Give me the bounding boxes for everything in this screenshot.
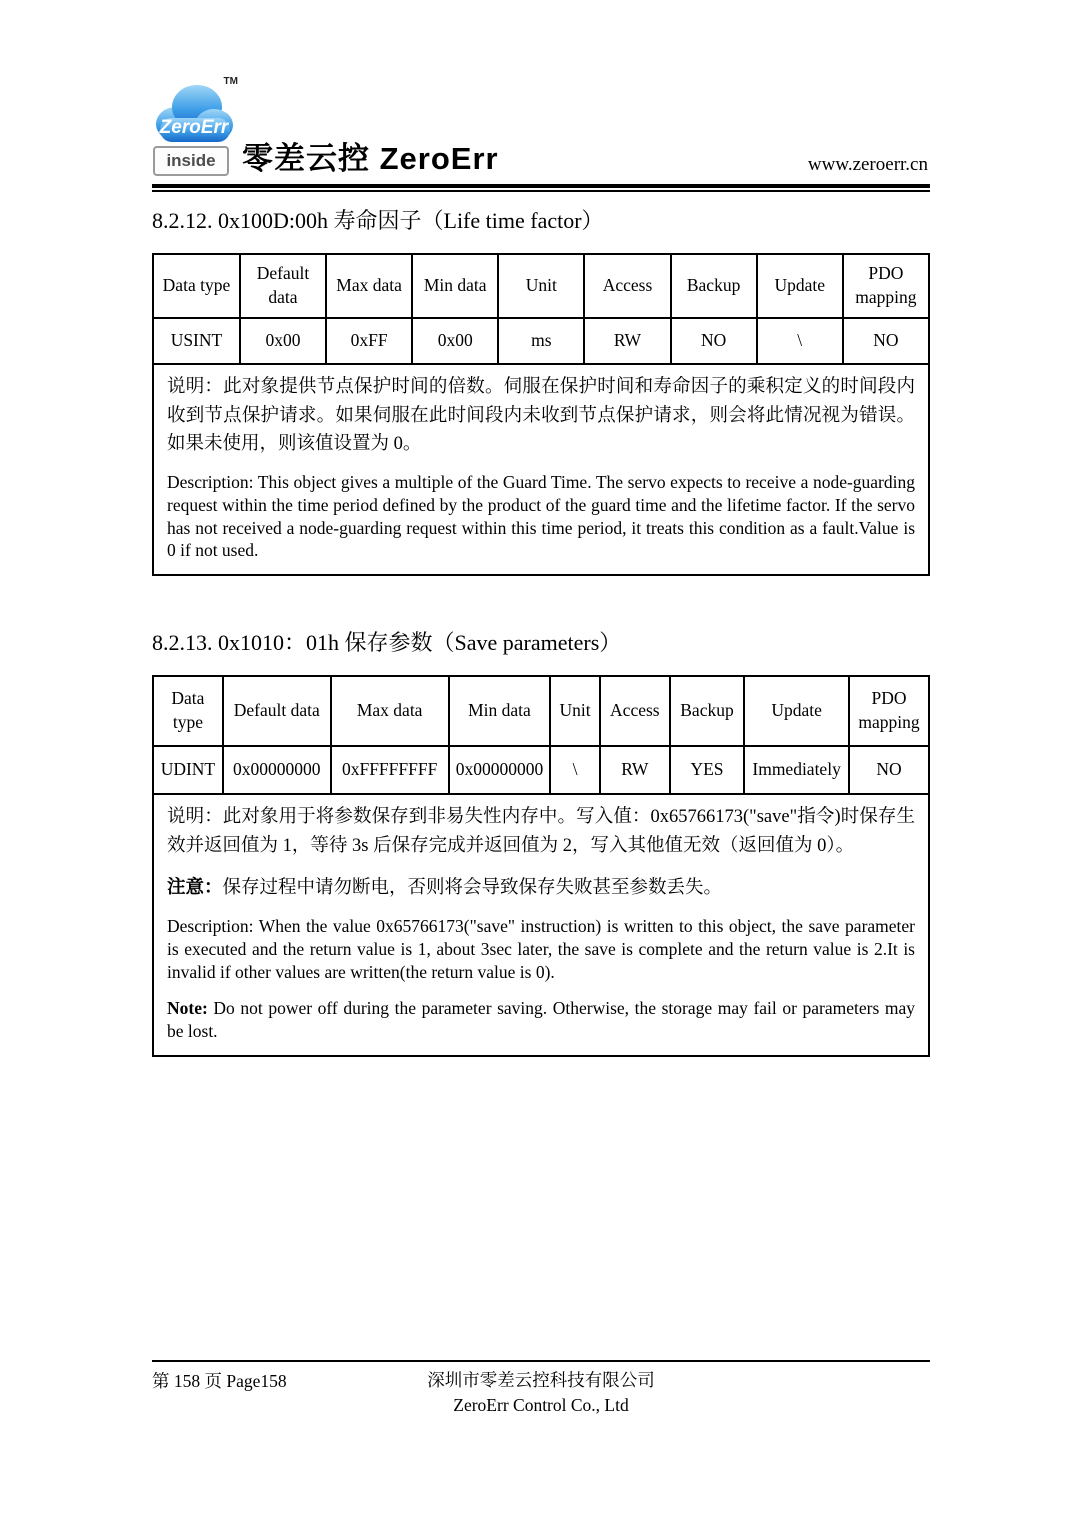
warning-label: 注意：: [167, 878, 223, 899]
brand-title: 零差云控 ZeroErr: [242, 141, 499, 176]
table-note-cell: [153, 364, 929, 575]
page-footer: [152, 1360, 930, 1419]
header-cell-pdo-mapping: PDO mapping: [843, 254, 929, 318]
value-cell-pdo-mapping: NO: [849, 746, 929, 794]
value-cell-access: RW: [584, 318, 670, 364]
value-cell-default-data: 0x00000000: [223, 746, 331, 794]
footer-divider: [152, 1360, 930, 1362]
header-cell-update: Update: [757, 254, 843, 318]
trademark-label: TM: [223, 76, 238, 87]
table-header-row: [153, 676, 929, 746]
header-cell-min-data: Min data: [449, 676, 551, 746]
header-cell-backup: Backup: [671, 254, 757, 318]
cloud-logo-icon: [152, 80, 236, 150]
section-title-life-time-factor: 8.2.12. 0x100D:00h 寿命因子（Life time factor）: [152, 208, 604, 233]
company-name-en: ZeroErr Control Co., Ltd: [453, 1395, 629, 1416]
header-cell-unit: Unit: [550, 676, 600, 746]
warning-text: 保存过程中请勿断电，否则将会导致保存失败甚至参数丢失。: [222, 878, 723, 899]
value-cell-max-data: 0xFF: [326, 318, 412, 364]
value-cell-backup: YES: [670, 746, 744, 794]
header-cell-data-type: Data type: [153, 676, 223, 746]
value-cell-pdo-mapping: NO: [843, 318, 929, 364]
header-cell-data-type: Data type: [153, 254, 240, 318]
header-cell-access: Access: [600, 676, 670, 746]
page-header: [152, 76, 930, 184]
value-cell-access: RW: [600, 746, 670, 794]
header-cell-access: Access: [584, 254, 670, 318]
value-cell-unit: \: [550, 746, 600, 794]
page-content: [152, 0, 930, 1057]
value-cell-backup: NO: [671, 318, 757, 364]
zeroerr-logo: [152, 78, 240, 178]
value-cell-update: \: [757, 318, 843, 364]
value-cell-data-type: USINT: [153, 318, 240, 364]
header-cell-update: Update: [744, 676, 849, 746]
header-cell-backup: Backup: [670, 676, 744, 746]
warning-paragraph-cn: [167, 874, 915, 903]
value-cell-update: Immediately: [744, 746, 849, 794]
life-time-factor-table: [152, 253, 930, 576]
website-url: www.zeroerr.cn: [807, 154, 928, 175]
table-note-cell: [153, 794, 929, 1056]
header-cell-min-data: Min data: [412, 254, 498, 318]
note-paragraph-en: [167, 997, 915, 1043]
header-cell-max-data: Max data: [326, 254, 412, 318]
value-cell-max-data: 0xFFFFFFFF: [331, 746, 449, 794]
page-number: 第 158 页 Page158: [152, 1371, 287, 1391]
value-cell-default-data: 0x00: [240, 318, 326, 364]
header-cell-pdo-mapping: PDO mapping: [849, 676, 929, 746]
description-paragraph-en: Description: When the value 0x65766173("save" instruction) is written to this object, the save parameter is executed and the return value is 1, about 3sec later, the save is complete and the return value is 2.It is invalid if other values are written(the return value is 0).: [167, 916, 915, 982]
description-paragraph-en: Description: This object gives a multiple of the Guard Time. The servo expects to receive a node-guarding request within the time period defined by the product of the guard time and the lifetime factor. If the servo has not received a node-guarding request within this time period, it treats this condition as a fault.Value is 0 if not used.: [167, 472, 915, 561]
inside-badge: [153, 146, 229, 176]
table-header-row: [153, 254, 929, 318]
note-label: Note:: [167, 998, 208, 1019]
note-text: Do not power off during the parameter saving. Otherwise, the storage may fail or parameters may be lost.: [167, 998, 915, 1042]
header-divider: [152, 184, 930, 192]
table-note-row: [153, 364, 929, 575]
inside-badge-label: inside: [166, 151, 216, 170]
value-cell-data-type: UDINT: [153, 746, 223, 794]
note-paragraph-cn: 说明：此对象提供节点保护时间的倍数。伺服在保护时间和寿命因子的乘积定义的时间段内收到节点保护请求。如果伺服在此时间段内未收到节点保护请求，则会将此情况视为错误。如果未使用，则该值设置为 0。: [167, 377, 915, 455]
value-cell-min-data: 0x00: [412, 318, 498, 364]
header-cell-default-data: Default data: [240, 254, 326, 318]
footer-row: [152, 1368, 930, 1419]
value-cell-min-data: 0x00000000: [449, 746, 551, 794]
note-paragraph-cn: 说明：此对象用于将参数保存到非易失性内存中。写入值：0x65766173("save"指令)时保存生效并返回值为 1，等待 3s 后保存完成并返回值为 2，写入其他值无效（返回值为 0）。: [167, 807, 915, 856]
logo-brand-text: ZeroErr: [159, 117, 229, 138]
table-value-row: [153, 746, 929, 794]
header-cell-max-data: Max data: [331, 676, 449, 746]
header-cell-default-data: Default data: [223, 676, 331, 746]
save-parameters-table: [152, 675, 930, 1057]
value-cell-unit: ms: [498, 318, 584, 364]
table-value-row: [153, 318, 929, 364]
company-name-cn: 深圳市零差云控科技有限公司: [427, 1370, 655, 1390]
section-title-save-parameters: 8.2.13. 0x1010：01h 保存参数（Save parameters）: [152, 630, 622, 656]
table-note-row: [153, 794, 929, 1056]
header-cell-unit: Unit: [498, 254, 584, 318]
